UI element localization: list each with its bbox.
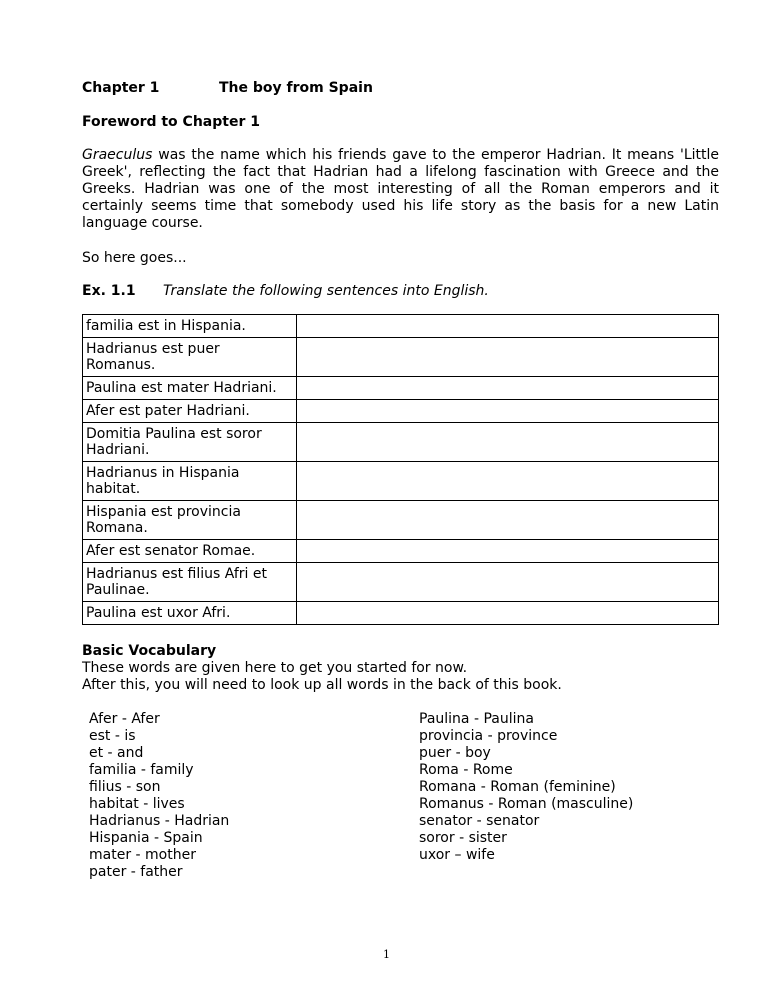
latin-sentence: Paulina est uxor Afri. [83, 602, 297, 625]
vocabulary-column-right [419, 711, 633, 881]
vocabulary-intro-line-2: After this, you will need to look up all words in the back of this book. [82, 677, 562, 693]
vocab-item: mater - mother [89, 847, 196, 863]
translation-cell[interactable] [297, 602, 719, 625]
table-row [83, 602, 719, 625]
exercise-instruction: Translate the following sentences into English. [163, 283, 489, 299]
vocab-item: Romanus - Roman (masculine) [419, 796, 634, 812]
latin-sentence: Hispania est provincia Romana. [83, 501, 297, 540]
translation-cell[interactable] [297, 377, 719, 400]
latin-sentence: Paulina est mater Hadriani. [83, 377, 297, 400]
table-row [83, 540, 719, 563]
translation-table [82, 314, 719, 625]
vocab-item: soror - sister [419, 830, 507, 846]
table-row [83, 315, 719, 338]
exercise-heading [82, 281, 719, 301]
vocab-item: senator - senator [419, 813, 540, 829]
table-row [83, 501, 719, 540]
chapter-heading [82, 78, 719, 98]
chapter-number: Chapter 1 [82, 80, 160, 96]
latin-sentence: Afer est senator Romae. [83, 540, 297, 563]
vocab-item: Romana - Roman (feminine) [419, 779, 616, 795]
vocab-item: uxor – wife [419, 847, 495, 863]
table-row [83, 563, 719, 602]
vocabulary-intro-line-1: These words are given here to get you started for now. [82, 660, 468, 676]
page-number: 1 [383, 948, 390, 961]
translation-cell[interactable] [297, 400, 719, 423]
table-row [83, 400, 719, 423]
table-row [83, 377, 719, 400]
vocab-item: Afer - Afer [89, 711, 160, 727]
translation-cell[interactable] [297, 338, 719, 377]
intro-paragraph [82, 147, 719, 232]
vocab-item: familia - family [89, 762, 194, 778]
vocab-item: filius - son [89, 779, 161, 795]
translation-cell[interactable] [297, 315, 719, 338]
closing-line: So here goes... [82, 250, 187, 266]
intro-italic-word: Graeculus [82, 147, 153, 163]
table-row [83, 462, 719, 501]
translation-cell[interactable] [297, 540, 719, 563]
chapter-title: The boy from Spain [219, 80, 373, 96]
vocab-item: est - is [89, 728, 136, 744]
vocab-item: Hispania - Spain [89, 830, 203, 846]
vocab-item: Hadrianus - Hadrian [89, 813, 230, 829]
vocab-item: Roma - Rome [419, 762, 513, 778]
translation-cell[interactable] [297, 501, 719, 540]
latin-sentence: Hadrianus est puer Romanus. [83, 338, 297, 377]
translation-cell[interactable] [297, 423, 719, 462]
table-row [83, 423, 719, 462]
latin-sentence: Afer est pater Hadriani. [83, 400, 297, 423]
latin-sentence: Hadrianus est filius Afri et Paulinae. [83, 563, 297, 602]
vocabulary-column-left [89, 711, 419, 881]
intro-text: was the name which his friends gave to the emperor Hadrian. It means 'Little Greek', reflecting the fact that Hadrian had a lifelong fascination with Greece and the Greeks. Hadrian was one of the most interesting of all the Roman emperors and it certainly seems time that somebody used his life story as the basis for a new Latin language course. [82, 147, 719, 231]
vocabulary-heading: Basic Vocabulary [82, 643, 217, 659]
vocab-item: Paulina - Paulina [419, 711, 534, 727]
vocab-item: pater - father [89, 864, 183, 880]
vocab-item: provincia - province [419, 728, 558, 744]
translation-cell[interactable] [297, 563, 719, 602]
latin-sentence: Hadrianus in Hispania habitat. [83, 462, 297, 501]
latin-sentence: familia est in Hispania. [83, 315, 297, 338]
translation-cell[interactable] [297, 462, 719, 501]
vocab-item: puer - boy [419, 745, 491, 761]
vocab-item: et - and [89, 745, 144, 761]
exercise-label: Ex. 1.1 [82, 283, 136, 299]
vocabulary-list [82, 711, 719, 881]
document-page [82, 78, 719, 881]
foreword-heading: Foreword to Chapter 1 [82, 114, 260, 130]
vocab-item: habitat - lives [89, 796, 185, 812]
latin-sentence: Domitia Paulina est soror Hadriani. [83, 423, 297, 462]
table-row [83, 338, 719, 377]
